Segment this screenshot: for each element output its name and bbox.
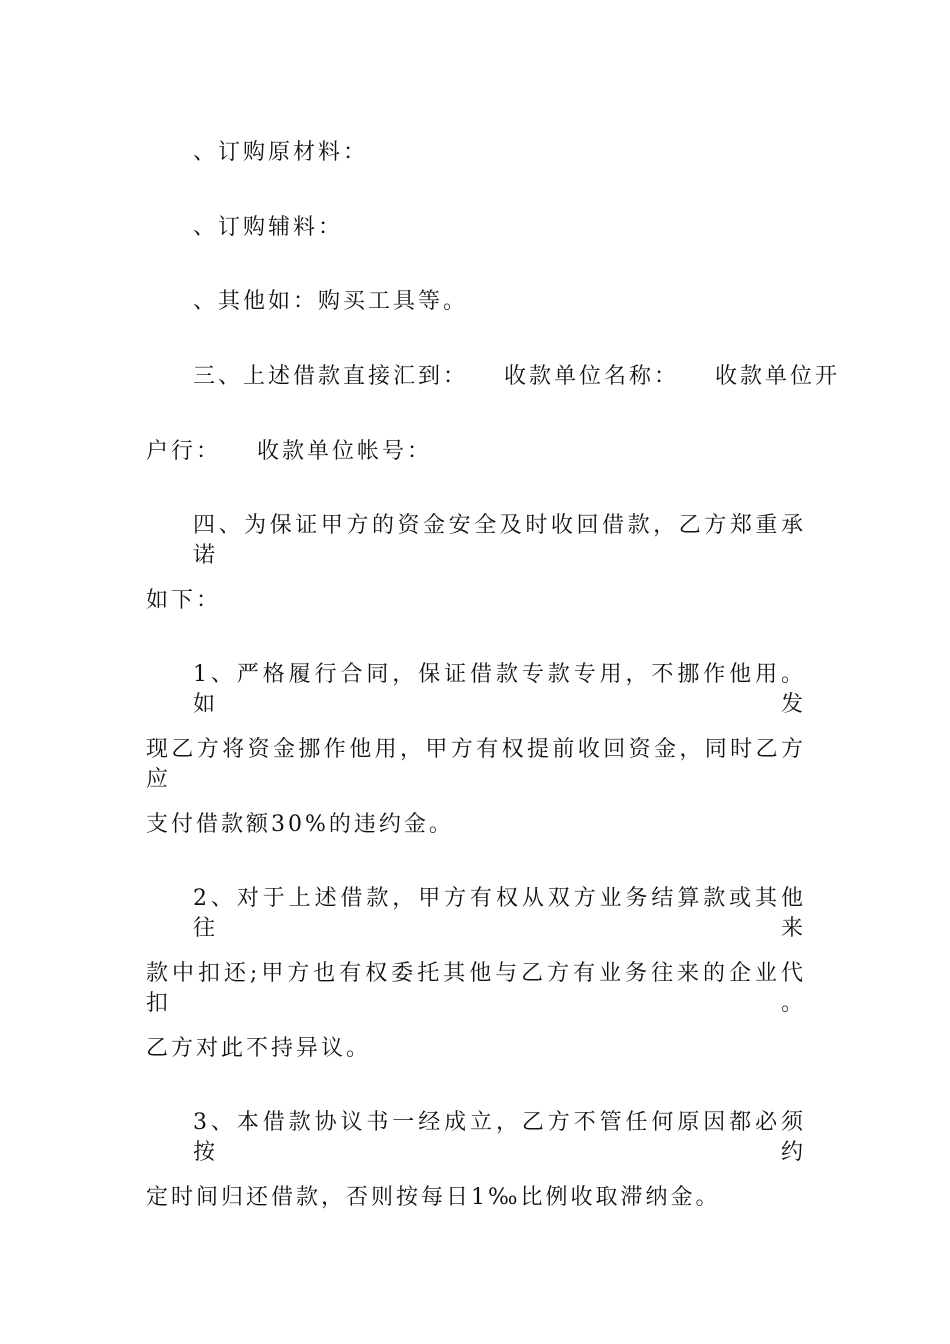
clause-four-line-2 bbox=[146, 586, 806, 616]
item-three-line-2 bbox=[146, 1183, 806, 1213]
payee-account-label: 收款单位帐号： bbox=[257, 439, 433, 464]
text-line: 四、为保证甲方的资金安全及时收回借款，乙方郑重承诺 bbox=[193, 513, 806, 568]
text-line: 、其他如：购买工具等。 bbox=[193, 289, 469, 314]
text-line: 1、严格履行合同，保证借款专款专用，不挪作他用。如发 bbox=[193, 662, 806, 717]
text-line: 款中扣还;甲方也有权委托其他与乙方有业务往来的企业代扣。 bbox=[146, 961, 806, 1016]
text-line: 现乙方将资金挪作他用，甲方有权提前收回资金，同时乙方应 bbox=[146, 737, 806, 792]
item-two-line-1 bbox=[193, 884, 806, 944]
text-line: 如下： bbox=[146, 588, 222, 613]
text-line: 、订购原材料： bbox=[193, 140, 369, 165]
item-one-line-1 bbox=[193, 660, 806, 720]
text-line: 乙方对此不持异议。 bbox=[146, 1036, 372, 1061]
list-item-auxiliary-materials bbox=[193, 213, 806, 243]
clause-three-heading: 三、上述借款直接汇到： bbox=[193, 364, 469, 389]
payee-name-label: 收款单位名称： bbox=[504, 364, 680, 389]
payee-bank-label-part1: 收款单位开 bbox=[715, 364, 841, 389]
clause-three-line-2 bbox=[146, 437, 806, 467]
item-one-line-2 bbox=[146, 735, 806, 795]
text-line: 2、对于上述借款，甲方有权从双方业务结算款或其他往来 bbox=[193, 886, 806, 941]
item-two-line-2 bbox=[146, 959, 806, 1019]
clause-three-line-1 bbox=[193, 362, 841, 392]
text-line: 支付借款额30%的违约金。 bbox=[146, 812, 454, 837]
text-line: 定时间归还借款，否则按每日1‰比例收取滞纳金。 bbox=[146, 1185, 721, 1210]
text-line: 3、本借款协议书一经成立，乙方不管任何原因都必须按约 bbox=[193, 1110, 806, 1165]
item-three-line-1 bbox=[193, 1108, 806, 1168]
item-two-line-3 bbox=[146, 1034, 806, 1064]
text-line: 、订购辅料： bbox=[193, 215, 344, 240]
clause-four-line-1 bbox=[193, 511, 806, 571]
list-item-raw-materials bbox=[193, 138, 806, 168]
list-item-other bbox=[193, 287, 806, 317]
item-one-line-3 bbox=[146, 810, 806, 840]
payee-bank-label-part2: 户行： bbox=[146, 439, 222, 464]
